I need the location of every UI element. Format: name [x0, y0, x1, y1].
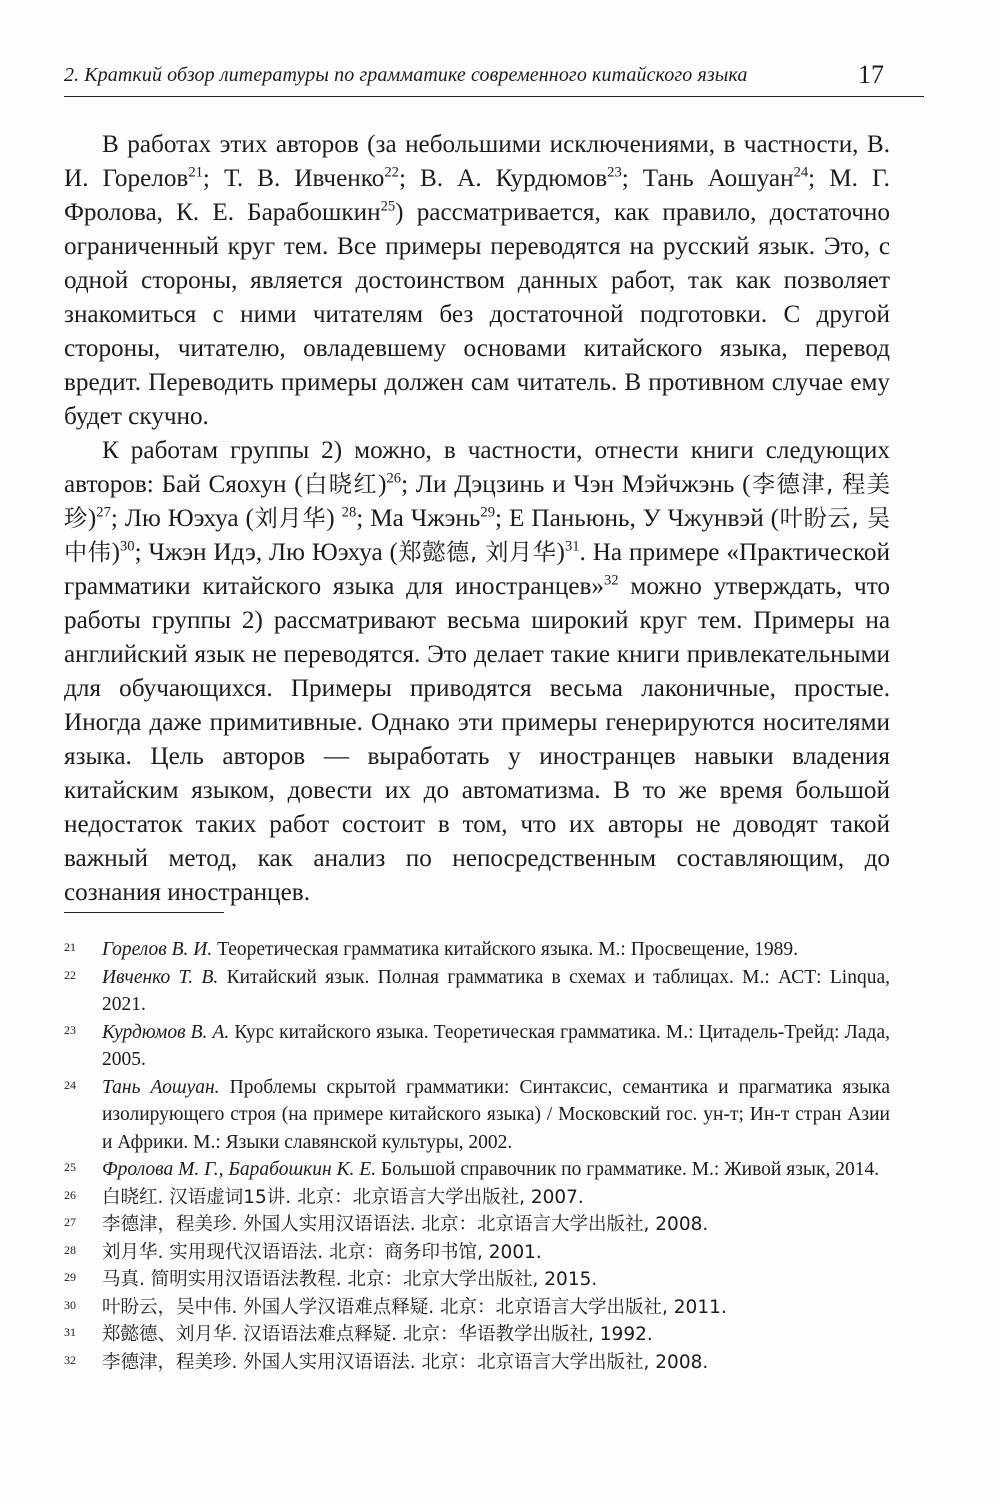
footnote-item	[64, 1239, 890, 1267]
footnote-number: 32	[64, 1352, 76, 1367]
footnote-ref: 27	[96, 504, 111, 521]
footnote-number: 25	[64, 1160, 76, 1174]
footnote-number: 21	[64, 940, 76, 954]
footnote-ref: 30	[119, 538, 135, 555]
footnote-number: 22	[64, 967, 76, 982]
footnote-number: 26	[64, 1187, 76, 1202]
chinese-name: 叶盼云, 吴中伟	[64, 505, 890, 566]
footnotes	[64, 936, 890, 1376]
footnote-text	[102, 936, 890, 964]
footnote-ref: 21	[188, 164, 203, 181]
footnote-text: 刘月华. 实用现代汉语语法. 北京：商务印书馆, 2001.	[102, 1241, 542, 1263]
footnote-text: 李德津，程美珍. 外国人实用汉语语法. 北京：北京语言大学出版社, 2008.	[102, 1214, 709, 1235]
text-run: В работах этих авторов (за небольшими исключениями, в частности, В. И. Горелов	[64, 131, 890, 192]
footnote-ref: 24	[793, 164, 809, 181]
footnote-text	[102, 1156, 890, 1184]
text-run: ; Тань Аошуан	[621, 165, 794, 192]
footnote-item	[64, 1184, 890, 1212]
footnote-ref: 31	[564, 538, 580, 555]
text-run: )	[378, 471, 387, 498]
footnote-number: 24	[64, 1077, 76, 1092]
footnote-author: Фролова М. Г., Барабошкин К. Е.	[102, 1159, 377, 1180]
chinese-name: 李德津, 程美珍	[64, 471, 890, 532]
footnote-text	[102, 1019, 890, 1074]
footnote-citation: Китайский язык. Полная грамматика в схемах и таблицах. М.: АСТ: Linqua, 2021.	[102, 966, 890, 1015]
text-run: К работам группы 2) можно, в частности, отнести книги следующих авторов: Бай Сяохун (	[64, 437, 890, 498]
text-run: ) рассматривается, как правило, достаточно ограниченный круг тем. Все примеры переводятся на русский язык. Это, с одной стороны, является достоинством данных работ, так как позволяет знакомиться с ними читателям без достаточной подготовки. С другой стороны, читателю, овладевшему основами китайского языка, перевод вредит. Переводить примеры должен сам читатель. В противном случае ему будет скучно.	[64, 199, 890, 430]
chinese-name: 刘月华	[253, 505, 327, 532]
footnote-ref: 32	[604, 572, 619, 589]
text-run: )	[326, 505, 342, 532]
footnote-ref: 22	[384, 164, 399, 181]
footnote-text	[102, 964, 890, 1019]
footnote-item	[64, 936, 890, 964]
footnote-number: 23	[64, 1022, 76, 1037]
footnote-author: Тань Аошуан.	[102, 1076, 220, 1098]
text-run: ; Ли Дэцзинь и Чэн Мэйчжэнь (	[401, 471, 751, 498]
footnote-text: 白晓红. 汉语虚词15讲. 北京：北京语言大学出版社, 2007.	[102, 1186, 584, 1208]
text-run: . На примере «Практической грамматики китайского языка для иностранцев»	[64, 539, 890, 600]
footnote-ref: 28	[341, 504, 357, 521]
body-text	[64, 128, 890, 910]
text-run: ; Е Паньюнь, У Чжунвэй (	[495, 505, 780, 532]
text-run: )	[556, 539, 565, 566]
paragraph-1	[64, 128, 890, 434]
footnote-number: 31	[64, 1325, 76, 1339]
text-run: )	[87, 505, 97, 532]
footnote-item	[64, 1211, 890, 1239]
footnote-citation: Теоретическая грамматика китайского языка. М.: Просвещение, 1989.	[212, 939, 799, 960]
footnote-ref: 23	[607, 164, 622, 181]
text-run: )	[111, 539, 120, 566]
footnote-ref: 25	[380, 198, 396, 215]
footnote-number: 28	[64, 1242, 76, 1257]
text-run: ; Чжэн Идэ, Лю Юэхуа (	[134, 539, 398, 566]
footnote-text: 马真. 简明实用汉语语法教程. 北京：北京大学出版社, 2015.	[102, 1269, 598, 1290]
footnote-item	[64, 1266, 890, 1294]
footnote-author: Курдюмов В. А.	[102, 1021, 230, 1043]
footnote-citation: Курс китайского языка. Теоретическая грамматика. М.: Цитадель-Трейд: Лада, 2005.	[102, 1021, 890, 1070]
footnote-text	[102, 1074, 890, 1157]
footnote-text: 李德津，程美珍. 外国人实用汉语语法. 北京：北京语言大学出版社, 2008.	[102, 1351, 709, 1373]
footnote-item	[64, 1321, 890, 1349]
footnote-item	[64, 964, 890, 1019]
footnote-separator	[64, 912, 224, 913]
chinese-name: 白晓红	[302, 471, 379, 498]
footnote-item	[64, 1019, 890, 1074]
footnote-item	[64, 1294, 890, 1322]
text-run: ; Лю Юэхуа (	[110, 505, 254, 532]
footnote-ref: 29	[480, 504, 496, 521]
footnote-ref: 26	[386, 470, 402, 487]
footnote-number: 27	[64, 1215, 76, 1229]
paragraph-2	[64, 434, 890, 910]
footnote-citation: Проблемы скрытой грамматики: Синтаксис, семантика и прагматика языка изолирующего строя (на примере китайского языка) / Московский гос. ун-т; Ин-т стран Азии и Африки. М.: Языки славянской культуры, 2002.	[102, 1076, 890, 1153]
footnote-item	[64, 1349, 890, 1377]
running-header	[64, 62, 924, 97]
footnote-number: 30	[64, 1297, 76, 1312]
chinese-name: 郑懿德, 刘月华	[397, 539, 557, 566]
text-run: ; М. Г. Фролова, К. Е. Барабошкин	[64, 165, 890, 226]
footnote-text: 叶盼云，吴中伟. 外国人学汉语难点释疑. 北京：北京语言大学出版社, 2011.	[102, 1296, 727, 1318]
footnote-author: Ивченко Т. В.	[102, 966, 219, 988]
footnote-item	[64, 1156, 890, 1184]
footnote-item	[64, 1074, 890, 1157]
text-run: можно утверждать, что работы группы 2) рассматривают весьма широкий круг тем. Примеры на английский язык не переводятся. Это делает такие книги привлекательными для обучающихся. Примеры приводятся весьма лаконичные, простые. Иногда даже примитивные. Однако эти примеры генерируются носителями языка. Цель авторов — выработать у иностранцев навыки владения китайским языком, довести их до автоматизма. В то же время большой недостаток таких работ состоит в том, что их авторы не доводят такой важный метод, как анализ по непосредственным составляющим, до сознания иностранцев.	[64, 573, 890, 906]
footnote-citation: Большой справочник по грамматике. М.: Живой язык, 2014.	[376, 1159, 880, 1180]
footnote-author: Горелов В. И.	[102, 939, 213, 960]
text-run: ; Т. В. Ивченко	[202, 165, 385, 192]
running-title: 2. Краткий обзор литературы по грамматике современного китайского языка	[64, 64, 748, 86]
footnote-text: 郑懿德、刘月华. 汉语语法难点释疑. 北京：华语教学出版社, 1992.	[102, 1324, 653, 1345]
footnote-number: 29	[64, 1270, 76, 1284]
text-run: ; В. А. Курдюмов	[398, 165, 608, 192]
text-run: ; Ма Чжэнь	[356, 505, 481, 532]
page-number: 17	[858, 60, 884, 89]
